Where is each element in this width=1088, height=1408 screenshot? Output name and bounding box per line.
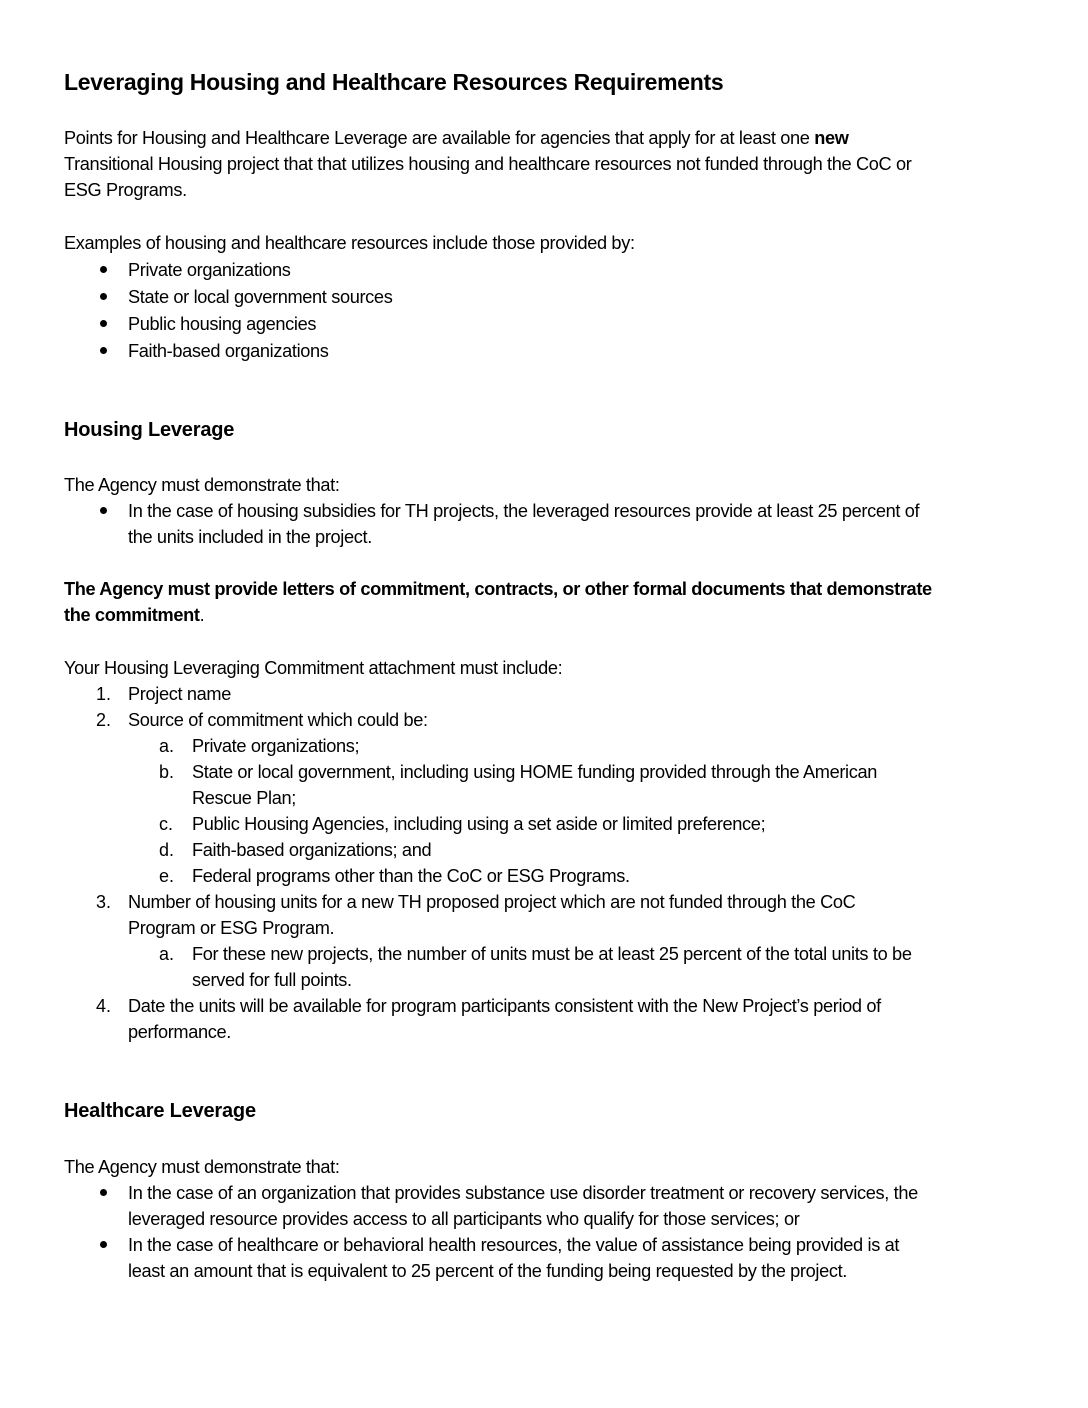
- healthcare-bullet-text: leveraged resource provides access to all participants who qualify for those services; or: [128, 1209, 800, 1229]
- healthcare-bullet-text: In the case of an organization that provides substance use disorder treatment or recovery services, the: [128, 1183, 918, 1203]
- housing-heading: Housing Leverage: [64, 419, 235, 441]
- housing-bullet-line-2: the units included in the project.: [128, 527, 372, 547]
- list-marker: 3.: [96, 892, 112, 912]
- list-item-text: Federal programs other than the CoC or ESG Programs.: [192, 866, 630, 886]
- bullet-icon: [100, 320, 107, 327]
- list-marker: a.: [159, 736, 175, 756]
- list-item-text: Rescue Plan;: [192, 788, 296, 808]
- bullet-icon: [100, 293, 107, 300]
- healthcare-bullet-text: In the case of healthcare or behavioral health resources, the value of assistance being provided is at: [128, 1235, 900, 1255]
- list-item-text: Date the units will be available for program participants consistent with the New Project’s period of: [128, 996, 881, 1016]
- list-item-text: Program or ESG Program.: [128, 918, 335, 938]
- list-marker: 1.: [96, 684, 112, 704]
- housing-lead: The Agency must demonstrate that:: [64, 475, 340, 495]
- list-item-text: Project name: [128, 684, 231, 704]
- list-marker: c.: [159, 814, 174, 834]
- list-marker: b.: [159, 762, 175, 782]
- list-item-text: Public Housing Agencies, including using a set aside or limited preference;: [192, 814, 766, 834]
- attachment-lead: Your Housing Leveraging Commitment attachment must include:: [64, 658, 563, 678]
- list-item-text: State or local government, including using HOME funding provided through the American: [192, 762, 878, 782]
- intro-line-1: [64, 125, 849, 151]
- list-marker: e.: [159, 866, 175, 886]
- commitment-note-line-1: The Agency must provide letters of commitment, contracts, or other formal documents that demonstrate: [64, 579, 932, 599]
- list-item-text: Source of commitment which could be:: [128, 710, 428, 730]
- bullet-icon: [100, 1241, 107, 1248]
- intro-bold-new: new: [814, 128, 849, 148]
- intro-text: Points for Housing and Healthcare Leverage are available for agencies that apply for at least one: [64, 128, 815, 148]
- list-item-text: Number of housing units for a new TH proposed project which are not funded through the CoC: [128, 892, 856, 912]
- list-marker: a.: [159, 944, 175, 964]
- commitment-note-line-2: [64, 602, 204, 628]
- list-marker: 4.: [96, 996, 112, 1016]
- intro-line-2: Transitional Housing project that that utilizes housing and healthcare resources not funded through the CoC or: [64, 154, 912, 174]
- commitment-bold: the commitment: [64, 605, 200, 625]
- list-item-text: For these new projects, the number of units must be at least 25 percent of the total units to be: [192, 944, 912, 964]
- bullet-icon: [100, 507, 107, 514]
- bullet-icon: [100, 1189, 107, 1196]
- page-title: Leveraging Housing and Healthcare Resources Requirements: [64, 69, 724, 95]
- healthcare-bullet-text: least an amount that is equivalent to 25 percent of the funding being requested by the project.: [128, 1261, 848, 1281]
- list-marker: d.: [159, 840, 175, 860]
- housing-bullet-line-1: In the case of housing subsidies for TH projects, the leveraged resources provide at least 25 percent of: [128, 501, 920, 521]
- list-item-text: performance.: [128, 1022, 231, 1042]
- bullet-icon: [100, 347, 107, 354]
- list-item-text: Private organizations;: [192, 736, 360, 756]
- examples-item: Private organizations: [128, 260, 291, 280]
- healthcare-heading: Healthcare Leverage: [64, 1100, 256, 1122]
- list-item-text: served for full points.: [192, 970, 352, 990]
- healthcare-lead: The Agency must demonstrate that:: [64, 1157, 340, 1177]
- examples-lead: Examples of housing and healthcare resources include those provided by:: [64, 233, 635, 253]
- examples-item: Public housing agencies: [128, 314, 317, 334]
- list-marker: 2.: [96, 710, 112, 730]
- examples-item: Faith-based organizations: [128, 341, 329, 361]
- commitment-tail: .: [199, 605, 205, 625]
- examples-item: State or local government sources: [128, 287, 393, 307]
- bullet-icon: [100, 266, 107, 273]
- list-item-text: Faith-based organizations; and: [192, 840, 432, 860]
- intro-line-3: ESG Programs.: [64, 180, 187, 200]
